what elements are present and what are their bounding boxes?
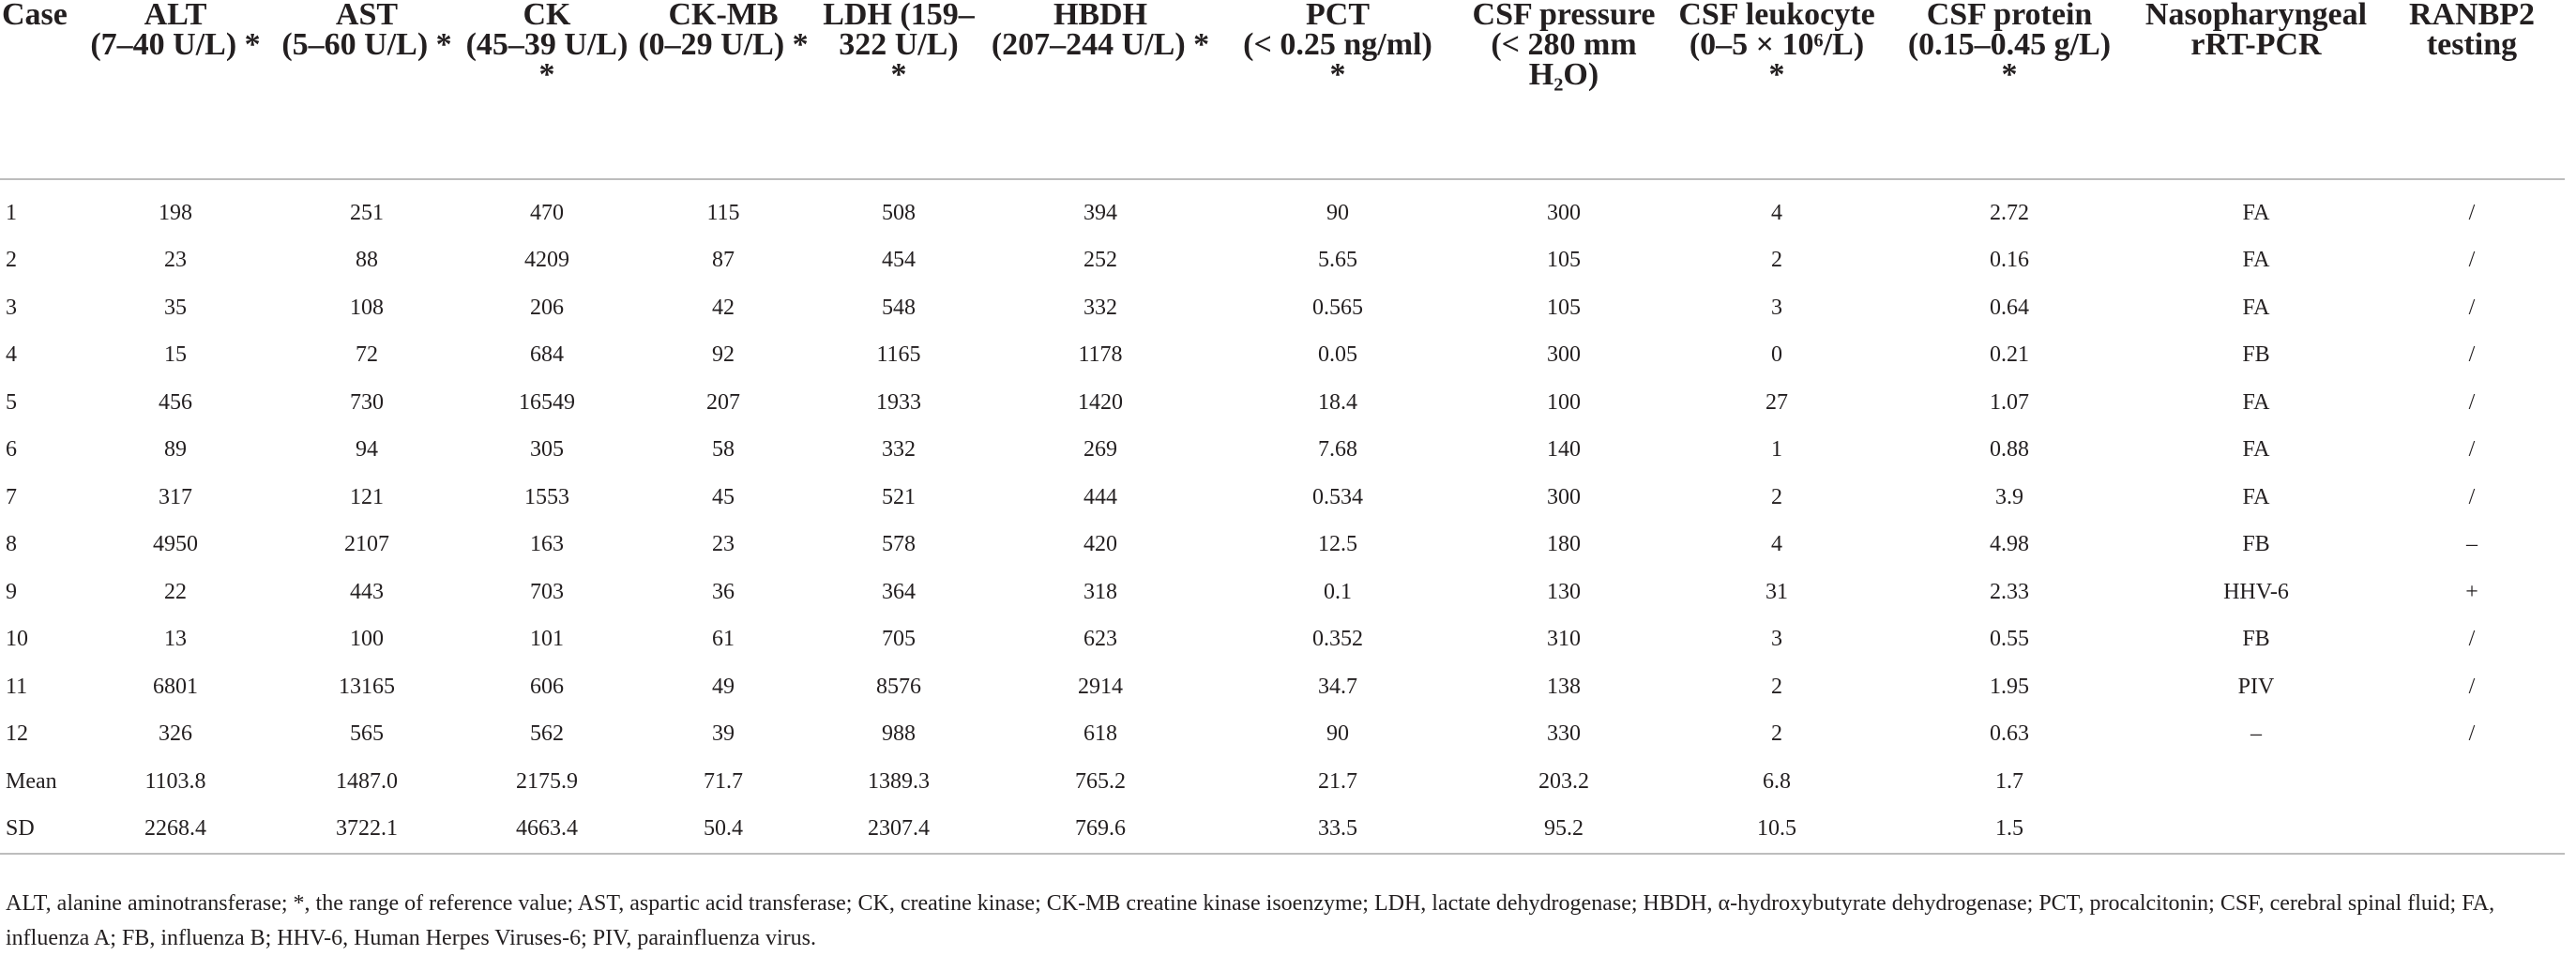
- table-cell: 2: [1771, 248, 1782, 273]
- table-cell: 101: [530, 627, 564, 652]
- table-cell: 251: [350, 200, 384, 225]
- table-cell: 1165: [876, 342, 921, 368]
- row-label-cell: Mean: [6, 768, 57, 794]
- table-cell: 95.2: [1544, 816, 1583, 842]
- table-cell: 105: [1547, 295, 1581, 320]
- table-cell: 4209: [524, 248, 569, 273]
- table-row: [0, 284, 2565, 332]
- table-cell: 140: [1547, 437, 1581, 463]
- table-cell: 0.55: [1990, 627, 2029, 652]
- column-header-csf-leukocyte: CSF leukocyte (0–5 × 10⁶/L) *: [1678, 0, 1875, 92]
- table-cell: 310: [1547, 627, 1581, 652]
- table-cell: 606: [530, 674, 564, 699]
- table-cell: 50.4: [704, 816, 743, 842]
- table-cell: 456: [159, 389, 192, 415]
- table-row: [0, 474, 2565, 522]
- table-cell: 94: [356, 437, 378, 463]
- table-cell: 300: [1547, 200, 1581, 225]
- column-header-ck-mb: CK-MB (0–29 U/L) *: [638, 0, 809, 62]
- table-cell: 2107: [344, 532, 389, 557]
- table-cell: 623: [1083, 627, 1117, 652]
- table-cell: 444: [1083, 484, 1117, 509]
- table-cell: [2379, 758, 2565, 806]
- table-cell: 1553: [524, 484, 569, 509]
- column-header-hbdh: HBDH (207–244 U/L) *: [991, 0, 1210, 62]
- table-cell: 16549: [519, 389, 575, 415]
- table-row: [0, 711, 2565, 759]
- table-cell: 2268.4: [144, 816, 206, 842]
- row-label-cell: 12: [6, 721, 28, 747]
- table-cell: 13: [164, 627, 187, 652]
- table-cell: HHV-6: [2223, 579, 2289, 604]
- table-cell: 2307.4: [868, 816, 930, 842]
- table-cell: 3: [1771, 627, 1782, 652]
- table-cell: 0.63: [1990, 721, 2029, 747]
- table-cell: 562: [530, 721, 564, 747]
- table-cell: 0.16: [1990, 248, 2029, 273]
- table-cell: 0.352: [1312, 627, 1363, 652]
- column-header-ranbp2: RANBP2 testing: [2408, 0, 2536, 62]
- row-label-cell: 3: [6, 295, 17, 320]
- table-cell: 90: [1326, 721, 1349, 747]
- table-cell: –: [2250, 721, 2262, 747]
- table-cell: 0: [1771, 342, 1782, 368]
- table-cell: 2.33: [1990, 579, 2029, 604]
- table-cell: 300: [1547, 342, 1581, 368]
- table-cell: 548: [882, 295, 916, 320]
- table-cell: FA: [2242, 295, 2270, 320]
- table-cell: 332: [882, 437, 916, 463]
- table-cell: 180: [1547, 532, 1581, 557]
- table-cell: 454: [882, 248, 916, 273]
- table-cell: 36: [712, 579, 735, 604]
- table-cell: 364: [882, 579, 916, 604]
- column-header-pct: PCT (< 0.25 ng/ml) *: [1243, 0, 1432, 92]
- table-cell: 2: [1771, 674, 1782, 699]
- table-cell: 508: [882, 200, 916, 225]
- row-label-cell: 10: [6, 627, 28, 652]
- table-cell: [2133, 806, 2379, 855]
- table-cell: 1: [1771, 437, 1782, 463]
- table-cell: 22: [164, 579, 187, 604]
- table-cell: 3: [1771, 295, 1782, 320]
- table-cell: 138: [1547, 674, 1581, 699]
- table-cell: 130: [1547, 579, 1581, 604]
- table-cell: 18.4: [1318, 389, 1357, 415]
- table-cell: 23: [164, 248, 187, 273]
- column-header-rrt-pcr: Nasopharyngeal rRT-PCR: [2144, 0, 2368, 62]
- column-header-ldh: LDH (159– 322 U/L) *: [823, 0, 975, 92]
- table-cell: 27: [1765, 389, 1788, 415]
- table-cell: 2.72: [1990, 200, 2029, 225]
- header-row: [0, 0, 2565, 179]
- table-cell: 72: [356, 342, 378, 368]
- table-cell: 4: [1771, 532, 1782, 557]
- table-cell: 10.5: [1757, 816, 1796, 842]
- table-cell: 206: [530, 295, 564, 320]
- table-row: [0, 379, 2565, 427]
- table-cell: 4950: [153, 532, 198, 557]
- table-cell: 420: [1083, 532, 1117, 557]
- row-label-cell: 11: [6, 674, 28, 699]
- table-row: [0, 663, 2565, 711]
- table-footnote: ALT, alanine aminotransferase; *, the range of reference value; AST, aspartic acid transferase; CK, creatine kinase; CK-MB creatine kinase isoenzyme; LDH, lactate dehydrogenase; HBDH, α-hydroxybutyrate dehydrogenase; PCT, procalcitonin; CSF, cerebral spinal fluid; FA, influenza A; FB, influenza B; HHV-6, Human Herpes Viruses-6; PIV, parainfluenza virus.: [6, 891, 2495, 950]
- table-cell: 0.88: [1990, 437, 2029, 463]
- table-cell: 317: [159, 484, 192, 509]
- table-cell: /: [2468, 248, 2476, 273]
- table-cell: 203.2: [1538, 768, 1589, 794]
- table-row: [0, 569, 2565, 616]
- table-cell: 198: [159, 200, 192, 225]
- table-cell: 5.65: [1318, 248, 1357, 273]
- table-cell: 39: [712, 721, 735, 747]
- table-cell: 269: [1083, 437, 1117, 463]
- table-body: [0, 179, 2565, 854]
- table-cell: FA: [2242, 389, 2270, 415]
- table-cell: 4: [1771, 200, 1782, 225]
- table-cell: 2175.9: [516, 768, 578, 794]
- table-cell: 163: [530, 532, 564, 557]
- table-row: [0, 806, 2565, 855]
- table-cell: 300: [1547, 484, 1581, 509]
- table-cell: FA: [2242, 484, 2270, 509]
- table-cell: 42: [712, 295, 735, 320]
- table-cell: [2133, 758, 2379, 806]
- table-cell: 684: [530, 342, 564, 368]
- table-cell: 318: [1083, 579, 1117, 604]
- table-cell: 108: [350, 295, 384, 320]
- row-label-cell: SD: [6, 816, 35, 842]
- table-cell: 207: [706, 389, 740, 415]
- table-cell: 2: [1771, 484, 1782, 509]
- table-cell: 3722.1: [336, 816, 398, 842]
- table-cell: 578: [882, 532, 916, 557]
- table-cell: 703: [530, 579, 564, 604]
- table-cell: 71.7: [704, 768, 743, 794]
- table-cell: 521: [882, 484, 916, 509]
- table-cell: 100: [1547, 389, 1581, 415]
- table-cell: 1.7: [1995, 768, 2023, 794]
- table-cell: 0.534: [1312, 484, 1363, 509]
- row-label-cell: 7: [6, 484, 17, 509]
- table-cell: 2914: [1078, 674, 1123, 699]
- table-cell: 6801: [153, 674, 198, 699]
- table-cell: 0.05: [1318, 342, 1357, 368]
- table-cell: /: [2468, 721, 2476, 747]
- table-cell: 988: [882, 721, 916, 747]
- row-label-cell: 5: [6, 389, 17, 415]
- table-cell: 765.2: [1075, 768, 1126, 794]
- table-cell: 88: [356, 248, 378, 273]
- row-label-cell: 6: [6, 437, 17, 463]
- table-row: [0, 616, 2565, 664]
- table-cell: 1.95: [1990, 674, 2029, 699]
- table-cell: 45: [712, 484, 735, 509]
- table-cell: 4663.4: [516, 816, 578, 842]
- table-cell: FA: [2242, 248, 2270, 273]
- column-header-alt: ALT (7–40 U/L) *: [90, 0, 261, 62]
- table-cell: 1.07: [1990, 389, 2029, 415]
- table-cell: 105: [1547, 248, 1581, 273]
- row-label-cell: 1: [6, 200, 17, 225]
- table-cell: 730: [350, 389, 384, 415]
- table-cell: 4.98: [1990, 532, 2029, 557]
- table-row: [0, 427, 2565, 475]
- table-cell: 100: [350, 627, 384, 652]
- table-cell: 618: [1083, 721, 1117, 747]
- table-cell: 90: [1326, 200, 1349, 225]
- table-cell: /: [2468, 437, 2476, 463]
- table-cell: 394: [1083, 200, 1117, 225]
- table-cell: /: [2468, 389, 2476, 415]
- table-cell: 21.7: [1318, 768, 1357, 794]
- table-cell: FB: [2242, 342, 2270, 368]
- table-cell: 252: [1083, 248, 1117, 273]
- row-label-cell: 9: [6, 579, 17, 604]
- table-cell: 121: [350, 484, 384, 509]
- column-header-case: Case: [2, 0, 68, 32]
- table-cell: 7.68: [1318, 437, 1357, 463]
- table-cell: 705: [882, 627, 916, 652]
- table-cell: [2379, 806, 2565, 855]
- table-row: [0, 522, 2565, 569]
- table-cell: 0.565: [1312, 295, 1363, 320]
- table-cell: 769.6: [1075, 816, 1126, 842]
- table-cell: /: [2468, 200, 2476, 225]
- table-cell: PIV: [2237, 674, 2275, 699]
- table-row: [0, 237, 2565, 285]
- table-cell: 1103.8: [144, 768, 206, 794]
- column-header-ast: AST (5–60 U/L) *: [281, 0, 452, 62]
- table-cell: 305: [530, 437, 564, 463]
- table-cell: 1487.0: [336, 768, 398, 794]
- table-cell: 565: [350, 721, 384, 747]
- table-cell: 15: [164, 342, 187, 368]
- table-cell: 3.9: [1995, 484, 2023, 509]
- table-cell: 0.21: [1990, 342, 2029, 368]
- table-cell: 1933: [876, 389, 921, 415]
- column-header-csf-pressure: CSF pressure (< 280 mm H₂O): [1472, 0, 1656, 92]
- table-cell: 92: [712, 342, 735, 368]
- table-cell: 13165: [339, 674, 395, 699]
- table-cell: /: [2468, 484, 2476, 509]
- table-row: [0, 758, 2565, 806]
- table-cell: FB: [2242, 627, 2270, 652]
- table-cell: 1.5: [1995, 816, 2023, 842]
- table-row: [0, 332, 2565, 380]
- table-cell: 470: [530, 200, 564, 225]
- row-label-cell: 8: [6, 532, 17, 557]
- table-cell: –: [2466, 532, 2478, 557]
- table-cell: 12.5: [1318, 532, 1357, 557]
- table-cell: 332: [1083, 295, 1117, 320]
- table-cell: 49: [712, 674, 735, 699]
- column-header-ck: CK (45–39 U/L) *: [465, 0, 629, 92]
- table-cell: /: [2468, 295, 2476, 320]
- table-cell: +: [2465, 579, 2478, 604]
- table-cell: 61: [712, 627, 735, 652]
- table-cell: 115: [706, 200, 740, 225]
- table-cell: FA: [2242, 437, 2270, 463]
- column-header-csf-protein: CSF protein (0.15–0.45 g/L) *: [1907, 0, 2112, 92]
- table-cell: /: [2468, 674, 2476, 699]
- table-cell: 34.7: [1318, 674, 1357, 699]
- table-cell: 326: [159, 721, 192, 747]
- table-cell: 31: [1765, 579, 1788, 604]
- table-cell: 23: [712, 532, 735, 557]
- table-cell: 0.64: [1990, 295, 2029, 320]
- table-cell: 6.8: [1763, 768, 1791, 794]
- table-cell: 1420: [1078, 389, 1123, 415]
- table-cell: FA: [2242, 200, 2270, 225]
- row-label-cell: 2: [6, 248, 17, 273]
- table-row: [0, 179, 2565, 237]
- table-cell: 0.1: [1324, 579, 1352, 604]
- table-cell: /: [2468, 342, 2476, 368]
- row-label-cell: 4: [6, 342, 17, 368]
- table-cell: /: [2468, 627, 2476, 652]
- table-cell: 35: [164, 295, 187, 320]
- table-cell: 1389.3: [868, 768, 930, 794]
- table-cell: 8576: [876, 674, 921, 699]
- table-cell: 1178: [1078, 342, 1123, 368]
- table-cell: 443: [350, 579, 384, 604]
- table-cell: 87: [712, 248, 735, 273]
- table-cell: 330: [1547, 721, 1581, 747]
- table-cell: 58: [712, 437, 735, 463]
- table-cell: 89: [164, 437, 187, 463]
- table-cell: FB: [2242, 532, 2270, 557]
- table-cell: 2: [1771, 721, 1782, 747]
- table-cell: 33.5: [1318, 816, 1357, 842]
